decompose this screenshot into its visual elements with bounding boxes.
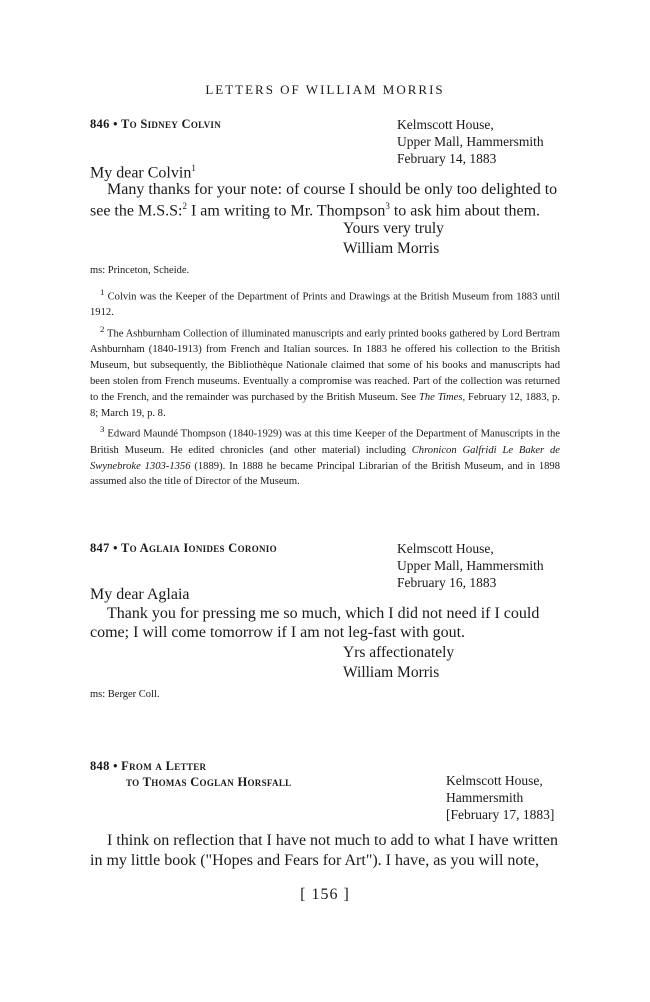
footnote — [90, 422, 560, 490]
letter-848-address — [446, 772, 554, 823]
text-span: see the M.S.S: — [90, 202, 183, 220]
footnote — [90, 285, 560, 321]
letter-846-ms-note: ms: Princeton, Scheide. — [90, 265, 190, 276]
letter-846-paragraph-line — [90, 201, 540, 220]
letter-846-salutation — [90, 163, 196, 182]
closing-line: Yrs affectionately — [343, 644, 455, 661]
address-line: Kelmscott House, — [397, 541, 494, 556]
letter-847-paragraph-line: Thank you for pressing me so much, which I did not need if I could — [107, 605, 540, 622]
footnote-number: 2 — [100, 324, 105, 335]
footnote-marker: 1 — [191, 163, 196, 173]
footnote-marker: 2 — [182, 201, 187, 211]
address-line: Upper Mall, Hammersmith — [397, 134, 544, 149]
address-line: February 16, 1883 — [397, 575, 497, 590]
footnote-text: Edward Maundé Thompson (1840-1929) was at this time Keeper of the Department of Manuscripts in the British Museum. He edited chronicles (and other material) including — [90, 428, 560, 456]
address-line: Upper Mall, Hammersmith — [397, 558, 544, 573]
footnote-marker: 3 — [385, 201, 390, 211]
address-line: Hammersmith — [446, 790, 524, 805]
text-span: to ask him about them. — [389, 202, 541, 220]
letter-848-paragraph-line: I think on reflection that I have not much to add to what I have written — [107, 832, 558, 849]
letter-847-address — [397, 540, 544, 591]
address-line: Kelmscott House, — [446, 773, 543, 788]
address-line: [February 17, 1883] — [446, 807, 555, 822]
footnote-number: 3 — [100, 424, 105, 435]
letter-847-salutation: My dear Aglaia — [90, 586, 190, 603]
letter-846-heading: 846 • To Sidney Colvin — [90, 117, 221, 131]
footnote — [90, 322, 560, 421]
letter-847-heading: 847 • To Aglaia Ionides Coronio — [90, 541, 277, 555]
signature: William Morris — [343, 240, 440, 257]
footnote-citation: The Times — [418, 391, 463, 403]
letter-848-heading-line2: to Thomas Coglan Horsfall — [126, 775, 292, 789]
closing-line: Yours very truly — [343, 220, 444, 237]
salutation-text: My dear Colvin — [90, 164, 192, 182]
address-line: Kelmscott House, — [397, 117, 494, 132]
letter-846-closing — [343, 219, 444, 259]
running-head: LETTERS OF WILLIAM MORRIS — [205, 82, 445, 97]
letter-847-closing — [343, 643, 454, 683]
footnote-text: Colvin was the Keeper of the Department of Prints and Drawings at the British Museum from 1883 until 1912. — [90, 291, 560, 319]
footnote-text: , February 12, 1883, p. 8; March 19, p. 8. — [90, 391, 560, 419]
letter-848-heading: 848 • From a Letter — [90, 759, 207, 773]
letter-846-address — [397, 116, 544, 167]
letter-847-ms-note: ms: Berger Coll. — [90, 689, 160, 700]
footnote-number: 1 — [100, 287, 105, 297]
letter-848-paragraph-line: in my little book ("Hopes and Fears for Art"). I have, as you will note, — [90, 852, 539, 869]
letter-846-paragraph-line: Many thanks for your note: of course I should be only too delighted to — [107, 181, 558, 198]
page-number: [ 156 ] — [300, 886, 350, 903]
address-line: February 14, 1883 — [397, 151, 497, 166]
footnote-citation: Chronicon Galfridi Le Baker de Swynebroke 1303-1356 — [90, 444, 560, 472]
footnotes — [90, 285, 560, 491]
signature: William Morris — [343, 664, 440, 681]
text-span: I am writing to Mr. Thompson — [186, 202, 386, 220]
letter-847-paragraph-line: come; I will come tomorrow if I am not leg-fast with gout. — [90, 624, 466, 641]
footnote-text: (1889). In 1888 he became Principal Librarian of the British Museum, and in 1898 assumed also the title of Director of the Museum. — [90, 460, 561, 488]
footnote-text: The Ashburnham Collection of illuminated manuscripts and early printed books gathered by Lord Bertram Ashburnham (1840-1913) from French and Italian sources. In 1883 he offered his collection to the British Museum, but subsequently, the Bibliothèque Nationale claimed that some of his books and manuscripts had been stolen from French museums. Eventually a compromise was reached. Part of the collection was returned to the French, and the remainder was purchased by the British Museum. See — [90, 328, 560, 403]
